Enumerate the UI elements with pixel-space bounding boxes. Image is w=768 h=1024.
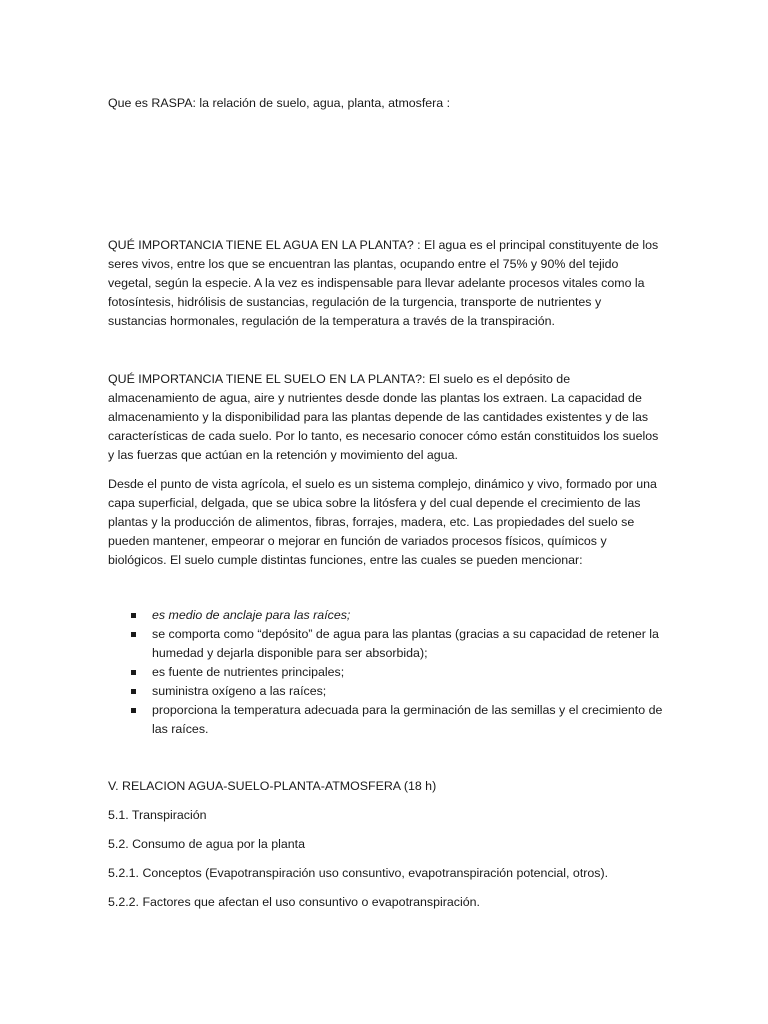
bullet-icon [131,670,136,675]
list-item [108,625,663,663]
list-item-text: se comporta como “depósito” de agua para las plantas (gracias a su capacidad de retener la humedad y dejarla disponible para ser absorbida); [152,627,659,660]
list-item [108,606,663,625]
list-item-text: es medio de anclaje para las raíces; [152,608,351,622]
list-item-text: proporciona la temperatura adecuada para la germinación de las semillas y el crecimiento de las raíces. [152,703,663,736]
agricultural-soil-paragraph: Desde el punto de vista agrícola, el suelo es un sistema complejo, dinámico y vivo, formado por una capa superficial, delgada, que se ubica sobre la litósfera y del cual depende el crecimiento de las plantas y la producción de alimentos, fibras, forrajes, madera, etc. Las propiedades del suelo se pueden mantener, empeorar o mejorar en función de variados procesos físicos, químicos y biológicos. El suelo cumple distintas funciones, entre las cuales se pueden mencionar: [108,477,657,567]
soil-importance-paragraph: QUÉ IMPORTANCIA TIENE EL SUELO EN LA PLANTA?: El suelo es el depósito de almacenamiento de agua, aire y nutrientes desde donde las plantas los extraen. La capacidad de almacenamiento y la disponibilidad para las plantas depende de las cantidades existentes y de las características de cada suelo. Por lo tanto, es necesario conocer cómo están constituidos los suelos y las fuerzas que actúan en la retención y movimiento del agua. [108,372,659,462]
water-importance-paragraph: QUÉ IMPORTANCIA TIENE EL AGUA EN LA PLANTA? : El agua es el principal constituyente de los seres vivos, entre los que se encuentran las plantas, ocupando entre el 75% y 90% del tejido vegetal, según la especie. A la vez es indispensable para llevar adelante procesos vitales como la fotosíntesis, hidrólisis de sustancias, regulación de la turgencia, transporte de nutrientes y sustancias hormonales, regulación de la temperatura a través de la transpiración. [108,238,659,328]
section-title: V. RELACION AGUA-SUELO-PLANTA-ATMOSFERA (18 h) [108,779,437,793]
soil-functions-list [108,606,663,739]
outline-item: 5.2.1. Conceptos (Evapotranspiración uso consuntivo, evapotranspiración potencial, otros). [108,866,609,880]
outline-item: 5.2. Consumo de agua por la planta [108,837,306,851]
list-item [108,701,663,739]
list-item-text: es fuente de nutrientes principales; [152,665,345,679]
list-item [108,682,663,701]
bullet-icon [131,708,136,713]
outline-item: 5.1. Transpiración [108,808,207,822]
outline-item: 5.2.2. Factores que afectan el uso consuntivo o evapotranspiración. [108,895,480,909]
bullet-icon [131,689,136,694]
bullet-icon [131,613,136,618]
raspa-heading: Que es RASPA: la relación de suelo, agua, planta, atmosfera : [108,96,451,110]
list-item-text: suministra oxígeno a las raíces; [152,684,327,698]
list-item [108,663,663,682]
bullet-icon [131,632,136,637]
